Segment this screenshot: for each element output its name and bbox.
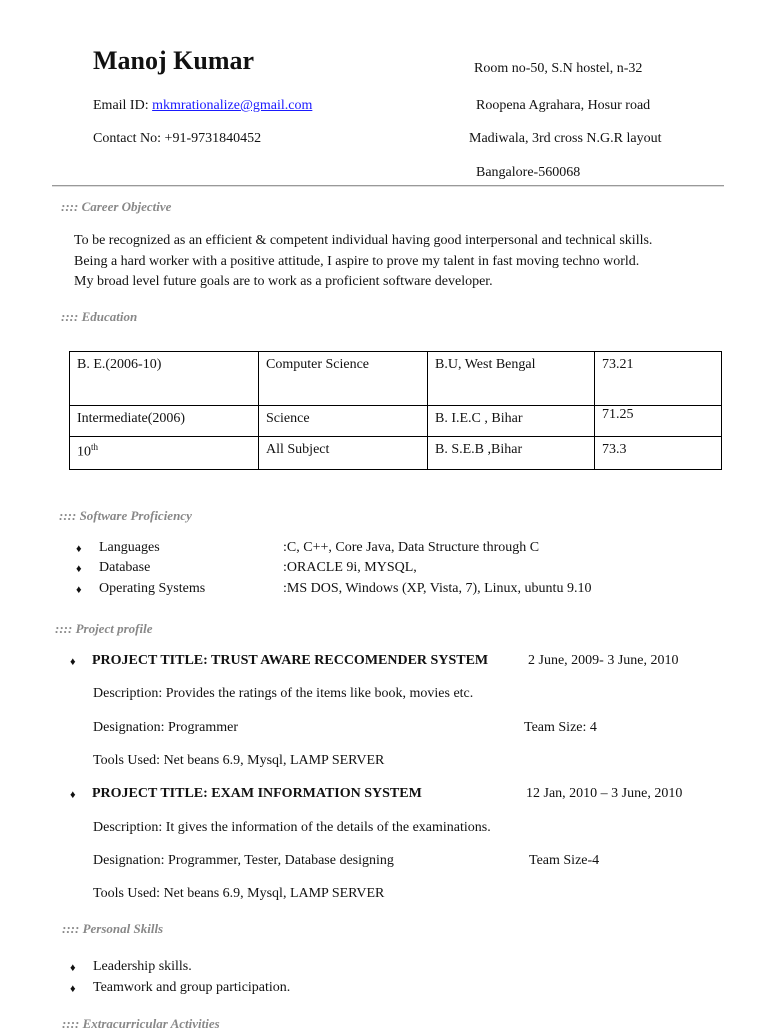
table-cell: 71.25 bbox=[595, 406, 722, 437]
table-cell bbox=[70, 437, 259, 470]
career-objective-text bbox=[74, 231, 724, 293]
career-line-2: Being a hard worker with a positive attitude, I aspire to prove my talent in fast moving techno world. bbox=[74, 253, 640, 269]
software-value: :MS DOS, Windows (XP, Vista, 7), Linux, ubuntu 9.10 bbox=[283, 581, 592, 596]
education-table bbox=[69, 351, 722, 470]
diamond-bullet-icon: ♦ bbox=[70, 962, 76, 974]
project-title: PROJECT TITLE: TRUST AWARE RECCOMENDER SYSTEM bbox=[92, 653, 489, 668]
list-item bbox=[76, 561, 82, 577]
extracurricular-heading: :::: Extracurricular Activities bbox=[62, 1016, 220, 1031]
project-dates: 2 June, 2009- 3 June, 2010 bbox=[528, 653, 679, 668]
table-cell: All Subject bbox=[259, 437, 428, 470]
project-tools: Tools Used: Net beans 6.9, Mysql, LAMP SERVER bbox=[93, 886, 385, 901]
table-row bbox=[70, 406, 722, 437]
table-row bbox=[70, 437, 722, 470]
address-line-2: Roopena Agrahara, Hosur road bbox=[476, 98, 651, 113]
project-team-size: Team Size: 4 bbox=[524, 720, 597, 735]
table-row bbox=[70, 352, 722, 406]
project-designation: Designation: Programmer bbox=[93, 720, 239, 735]
software-value: :ORACLE 9i, MYSQL, bbox=[283, 560, 417, 575]
address-line-3: Madiwala, 3rd cross N.G.R layout bbox=[469, 131, 662, 146]
list-item bbox=[70, 981, 76, 997]
career-objective-heading: :::: Career Objective bbox=[61, 199, 172, 214]
software-label: Database bbox=[99, 560, 151, 575]
table-cell: Intermediate(2006) bbox=[70, 406, 259, 437]
project-title: PROJECT TITLE: EXAM INFORMATION SYSTEM bbox=[92, 786, 422, 801]
project-description: Description: It gives the information of the details of the examinations. bbox=[93, 820, 491, 835]
address-line-1: Room no-50, S.N hostel, n-32 bbox=[474, 61, 643, 76]
email-link[interactable]: mkmrationalize@gmail.com bbox=[152, 98, 313, 113]
email-label: Email ID: bbox=[93, 98, 153, 113]
table-cell: B. I.E.C , Bihar bbox=[428, 406, 595, 437]
diamond-bullet-icon: ♦ bbox=[76, 584, 82, 596]
list-item bbox=[76, 541, 82, 557]
table-cell: 73.3 bbox=[595, 437, 722, 470]
personal-skill: Teamwork and group participation. bbox=[93, 980, 291, 995]
list-item bbox=[76, 582, 82, 598]
list-item bbox=[70, 960, 76, 976]
personal-skill: Leadership skills. bbox=[93, 959, 192, 974]
software-value: :C, C++, Core Java, Data Structure through C bbox=[283, 540, 540, 555]
table-cell: 73.21 bbox=[595, 352, 722, 406]
table-cell: B. E.(2006-10) bbox=[70, 352, 259, 406]
candidate-name: Manoj Kumar bbox=[93, 46, 255, 75]
tenth-superscript: th bbox=[91, 442, 99, 452]
career-line-3: My broad level future goals are to work as a proficient software developer. bbox=[74, 274, 493, 289]
project-designation: Designation: Programmer, Tester, Database designing bbox=[93, 853, 394, 868]
project-tools: Tools Used: Net beans 6.9, Mysql, LAMP SERVER bbox=[93, 753, 385, 768]
header-divider bbox=[52, 185, 724, 187]
address-line-4: Bangalore-560068 bbox=[476, 165, 581, 180]
table-cell: B. S.E.B ,Bihar bbox=[428, 437, 595, 470]
software-heading: :::: Software Proficiency bbox=[59, 508, 192, 523]
education-heading: :::: Education bbox=[61, 309, 138, 324]
diamond-bullet-icon: ♦ bbox=[76, 563, 82, 575]
diamond-bullet-icon: ♦ bbox=[70, 656, 76, 668]
contact-number: Contact No: +91-9731840452 bbox=[93, 131, 262, 146]
software-label: Operating Systems bbox=[99, 581, 206, 596]
tenth-label: 10 bbox=[77, 444, 91, 460]
diamond-bullet-icon: ♦ bbox=[70, 983, 76, 995]
email-line bbox=[93, 98, 312, 114]
project-description: Description: Provides the ratings of the items like book, movies etc. bbox=[93, 686, 474, 701]
list-item bbox=[70, 654, 76, 670]
list-item bbox=[70, 787, 76, 803]
project-dates: 12 Jan, 2010 – 3 June, 2010 bbox=[526, 786, 683, 801]
diamond-bullet-icon: ♦ bbox=[70, 789, 76, 801]
software-label: Languages bbox=[99, 540, 160, 555]
table-cell: B.U, West Bengal bbox=[428, 352, 595, 406]
project-profile-heading: :::: Project profile bbox=[55, 621, 153, 636]
project-team-size: Team Size-4 bbox=[529, 853, 600, 868]
diamond-bullet-icon: ♦ bbox=[76, 543, 82, 555]
table-cell: Computer Science bbox=[259, 352, 428, 406]
table-cell: Science bbox=[259, 406, 428, 437]
career-line-1: To be recognized as an efficient & competent individual having good interpersonal and technical skills. bbox=[74, 233, 653, 248]
personal-skills-heading: :::: Personal Skills bbox=[62, 921, 164, 936]
